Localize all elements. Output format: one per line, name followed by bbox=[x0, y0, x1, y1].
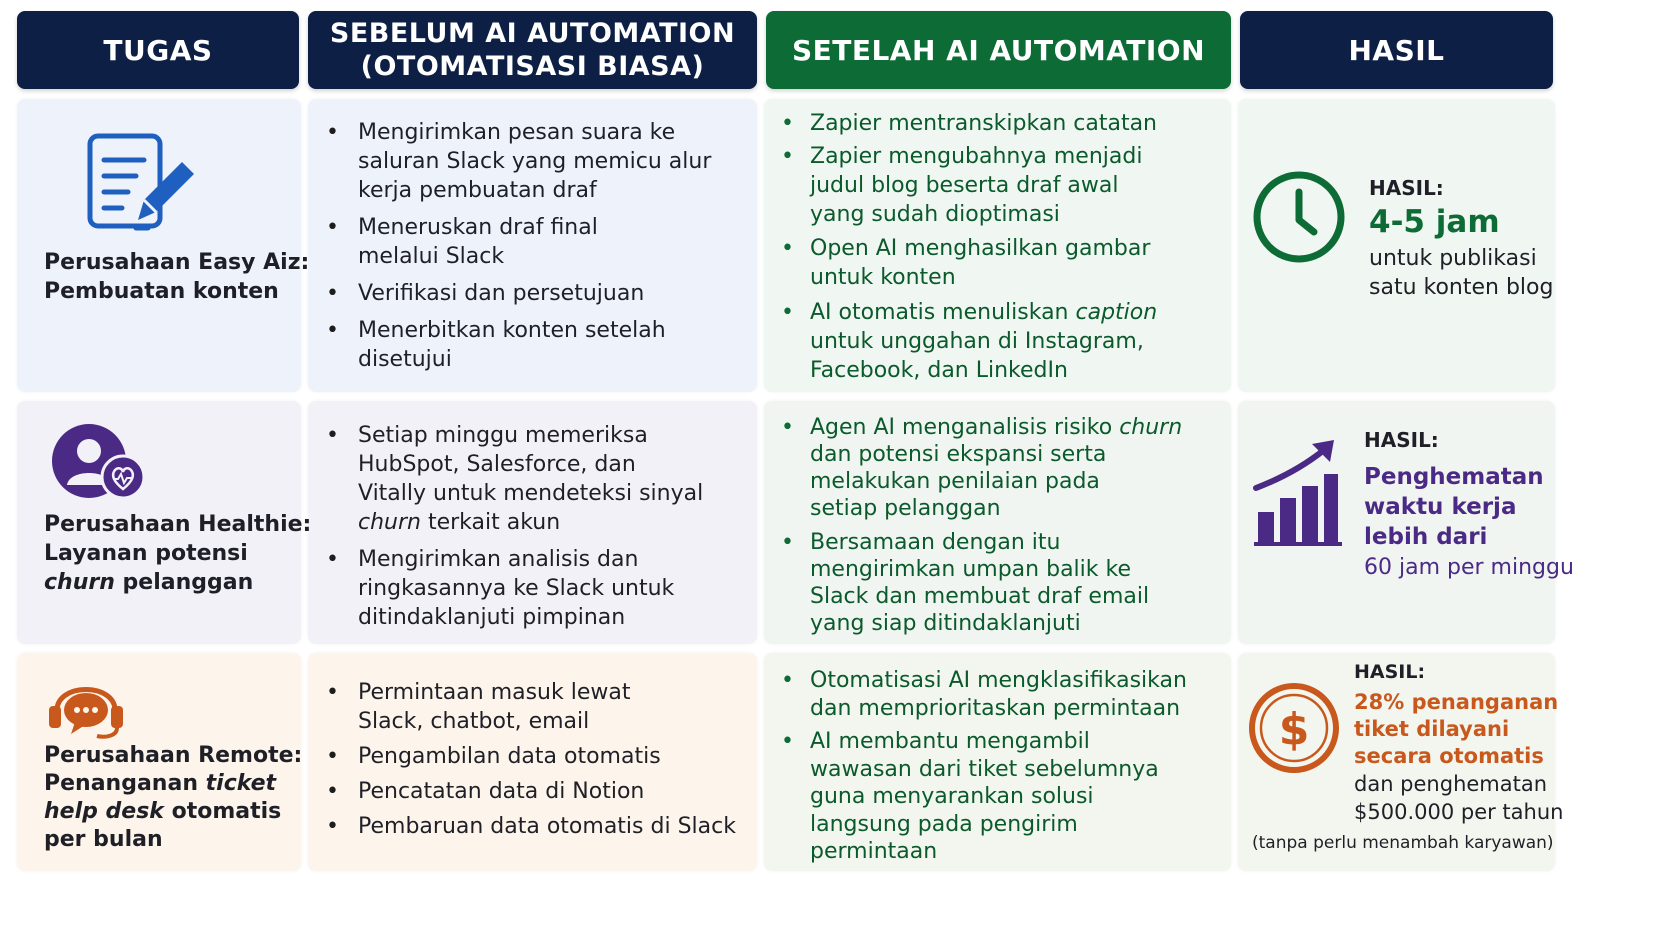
row2-after-b2-l3: Slack dan membuat draf email bbox=[810, 584, 1150, 609]
row3-after-b2-l1: • AI membantu mengambil bbox=[810, 729, 1090, 754]
row1-after-b4-l2: untuk unggahan di Instagram, bbox=[810, 329, 1144, 354]
user-heart-icon bbox=[51, 423, 147, 501]
row3-before-b1-l2: Slack, chatbot, email bbox=[358, 709, 590, 734]
dollar-coin-icon bbox=[1248, 682, 1340, 774]
row2-before-list bbox=[306, 421, 746, 632]
row3-before-b1-l1: • Permintaan masuk lewat bbox=[358, 680, 631, 705]
row2-after-b1-pre: Agen AI menganalisis risiko bbox=[810, 415, 1120, 440]
row1-after-b4-em: caption bbox=[1075, 300, 1158, 325]
header-after bbox=[766, 11, 1231, 89]
row3-result-label: HASIL: bbox=[1354, 661, 1426, 683]
row2-task-line3-rest: pelanggan bbox=[114, 570, 254, 595]
row1-task-line2: Pembuatan konten bbox=[44, 279, 279, 304]
row3-task-l3-rest: otomatis bbox=[163, 799, 282, 824]
row1-after-item bbox=[764, 142, 1224, 229]
row2-before-item bbox=[306, 545, 746, 632]
row1-after-b2-l2: judul blog beserta draf awal bbox=[810, 173, 1119, 198]
row3-task-line3 bbox=[44, 798, 302, 826]
row1-before-b4-l1: • Menerbitkan konten setelah bbox=[358, 318, 666, 343]
row2-task-line2: Layanan potensi bbox=[44, 541, 248, 566]
row2-before-b2-l2: ringkasannya ke Slack untuk bbox=[358, 576, 675, 601]
row1-result bbox=[1369, 176, 1553, 302]
row1-after-b3-l2: untuk konten bbox=[810, 265, 956, 290]
row1-after-item bbox=[764, 298, 1224, 385]
row1-after-b4-l1 bbox=[810, 298, 1224, 327]
row1-after-b2-l3: yang sudah dioptimasi bbox=[810, 202, 1060, 227]
header-before bbox=[308, 11, 757, 89]
row2-after-b1-em: churn bbox=[1119, 415, 1183, 440]
row3-result bbox=[1354, 660, 1563, 826]
row2-result-l1: Penghematan bbox=[1364, 464, 1544, 490]
row3-after-b1-l1: • Otomatisasi AI mengklasifikasikan bbox=[810, 668, 1187, 693]
row2-result-label: HASIL: bbox=[1364, 428, 1439, 452]
row1-after-b2-l1: • Zapier mengubahnya menjadi bbox=[810, 144, 1143, 169]
row3-task-line2 bbox=[44, 770, 302, 798]
row3-task-label bbox=[44, 742, 302, 854]
row3-before-b3-l1: • Pencatatan data di Notion bbox=[358, 779, 645, 804]
row2-after-b1-l2: dan potensi ekspansi serta bbox=[810, 442, 1107, 467]
row3-result-l4: dan penghematan bbox=[1354, 772, 1548, 796]
row3-result-l2: tiket dilayani bbox=[1354, 717, 1510, 741]
row1-before-b1-l3: kerja pembuatan draf bbox=[358, 178, 597, 203]
row3-after-item bbox=[764, 728, 1224, 866]
row2-after-item bbox=[764, 529, 1224, 637]
row2-task-label bbox=[44, 510, 311, 597]
growth-chart-icon bbox=[1252, 438, 1344, 550]
row1-before-b2-l1: • Meneruskan draf final bbox=[358, 215, 598, 240]
row2-after-b2-l2: mengirimkan umpan balik ke bbox=[810, 557, 1131, 582]
row1-before-b4-l2: disetujui bbox=[358, 347, 452, 372]
row2-after-b1-l1 bbox=[810, 414, 1224, 441]
row3-before-item bbox=[306, 777, 746, 806]
row1-before-b1-l2: saluran Slack yang memicu alur bbox=[358, 149, 712, 174]
row2-before-b1-em: churn bbox=[358, 510, 421, 535]
row3-after-b2-l2: wawasan dari tiket sebelumnya bbox=[810, 756, 1159, 782]
header-result bbox=[1240, 11, 1553, 89]
row2-before-b1-l2: HubSpot, Salesforce, dan bbox=[358, 452, 636, 477]
row2-before-b1-l4 bbox=[358, 508, 746, 537]
row2-after-b1-l3: melakukan penilaian pada bbox=[810, 469, 1100, 494]
row3-task-line1: Perusahaan Remote: bbox=[44, 743, 303, 768]
header-before-line2: (OTOMATISASI BIASA) bbox=[360, 51, 705, 82]
row1-after-b4-l3: Facebook, dan LinkedIn bbox=[810, 358, 1068, 383]
row1-before-item bbox=[306, 279, 746, 308]
row2-before-b1-l1: • Setiap minggu memeriksa bbox=[358, 423, 648, 448]
row3-result-l1: 28% penanganan bbox=[1354, 690, 1559, 714]
row2-result-l4: 60 jam per minggu bbox=[1364, 555, 1574, 580]
header-task bbox=[17, 11, 299, 89]
row2-before-b1-l3: Vitally untuk mendeteksi sinyal bbox=[358, 481, 704, 506]
row2-before-b1-l4-rest: terkait akun bbox=[420, 510, 561, 535]
row3-task-l2-pre: Penanganan bbox=[44, 771, 206, 796]
row2-before-b2-l3: ditindaklanjuti pimpinan bbox=[358, 605, 626, 630]
row1-after-list bbox=[764, 109, 1224, 385]
row3-after-b2-l3: guna menyarankan solusi bbox=[810, 784, 1094, 809]
row1-after-b1: • Zapier mentranskipkan catatan bbox=[810, 111, 1157, 136]
row1-before-item bbox=[306, 316, 746, 374]
row2-after-b2-l4: yang siap ditindaklanjuti bbox=[810, 611, 1081, 636]
row1-task-label bbox=[44, 248, 309, 306]
row3-task-line4: per bulan bbox=[44, 827, 163, 852]
row2-before-item bbox=[306, 421, 746, 537]
row3-after-item bbox=[764, 667, 1224, 722]
row2-after-b1-l4: setiap pelanggan bbox=[810, 496, 1001, 521]
row3-after-list bbox=[764, 667, 1224, 866]
row1-after-b3-l1: • Open AI menghasilkan gambar bbox=[810, 236, 1151, 261]
clock-icon bbox=[1252, 170, 1346, 264]
row1-result-l1: untuk publikasi bbox=[1369, 246, 1537, 271]
row2-after-list bbox=[764, 414, 1224, 637]
document-edit-icon bbox=[86, 132, 198, 234]
row3-task-l3-em: help desk bbox=[44, 799, 164, 824]
row3-before-item bbox=[306, 812, 746, 841]
header-task-label: TUGAS bbox=[103, 33, 213, 67]
row3-task-l2-em: ticket bbox=[205, 771, 277, 796]
row3-after-b2-l4: langsung pada pengirim bbox=[810, 811, 1078, 837]
row3-after-b1-l2: dan memprioritaskan permintaan bbox=[810, 695, 1181, 721]
row2-before-b2-l1: • Mengirimkan analisis dan bbox=[358, 547, 639, 572]
row3-before-item bbox=[306, 742, 746, 771]
row1-after-b4-pre: AI otomatis menuliskan bbox=[810, 300, 1076, 325]
row3-before-list bbox=[306, 678, 746, 841]
svg-text:$: $ bbox=[1278, 704, 1310, 755]
header-before-line1: SEBELUM AI AUTOMATION bbox=[329, 18, 736, 49]
row1-before-b1-l1: • Mengirimkan pesan suara ke bbox=[358, 120, 676, 145]
row2-task-em: churn bbox=[44, 570, 115, 595]
row1-before-b3-l1: • Verifikasi dan persetujuan bbox=[358, 281, 645, 306]
row1-before-b2-l2: melalui Slack bbox=[358, 244, 505, 269]
row1-after-item bbox=[764, 109, 1224, 138]
row3-result-l3: secara otomatis bbox=[1354, 744, 1544, 768]
header-after-label: SETELAH AI AUTOMATION bbox=[791, 33, 1206, 67]
row2-task-line1: Perusahaan Healthie: bbox=[44, 512, 312, 537]
row1-result-value: 4-5 jam bbox=[1369, 204, 1500, 240]
row1-task-line1: Perusahaan Easy Aiz: bbox=[44, 250, 310, 275]
row1-after-item bbox=[764, 234, 1224, 292]
row1-before-item bbox=[306, 213, 746, 271]
row2-result-l2: waktu kerja bbox=[1364, 494, 1517, 520]
row1-result-label: HASIL: bbox=[1369, 176, 1444, 200]
row2-after-item bbox=[764, 414, 1224, 522]
row3-after-b2-l5: permintaan bbox=[810, 839, 938, 864]
row3-before-b4-l1: • Pembaruan data otomatis di Slack bbox=[358, 814, 736, 839]
row3-result-l5: $500.000 per tahun bbox=[1354, 800, 1564, 824]
row2-result bbox=[1364, 428, 1574, 583]
row3-before-item bbox=[306, 678, 746, 736]
headset-chat-icon bbox=[47, 672, 125, 740]
row2-after-b2-l1: • Bersamaan dengan itu bbox=[810, 530, 1061, 555]
header-result-label: HASIL bbox=[1348, 33, 1445, 67]
row3-result-note: (tanpa perlu menambah karyawan) bbox=[1252, 833, 1554, 853]
row2-task-line3 bbox=[44, 568, 311, 597]
row1-before-list bbox=[306, 118, 746, 374]
row1-result-l2: satu konten blog bbox=[1369, 275, 1554, 300]
row2-result-l3: lebih dari bbox=[1364, 524, 1488, 550]
row1-before-item bbox=[306, 118, 746, 205]
row3-before-b2-l1: • Pengambilan data otomatis bbox=[358, 744, 661, 769]
